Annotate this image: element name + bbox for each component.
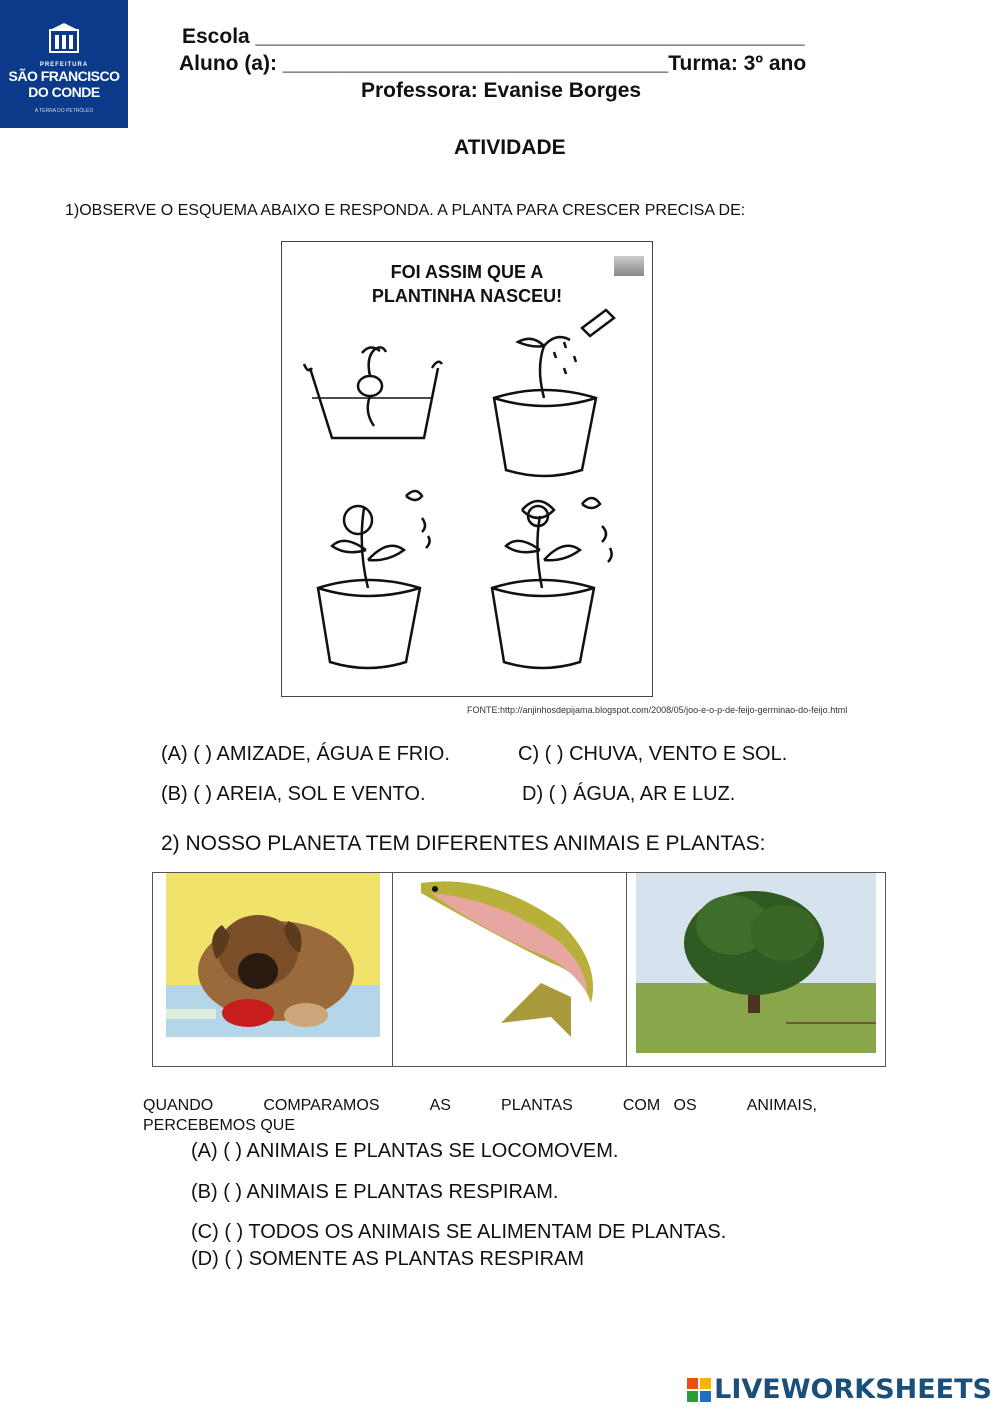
logo-line2: DO CONDE [28, 84, 100, 100]
q1-option-d[interactable]: D) ( ) ÁGUA, AR E LUZ. [522, 783, 736, 805]
q1-option-a[interactable]: (A) ( ) AMIZADE, ÁGUA E FRIO. [161, 743, 450, 765]
puppy-cell [153, 873, 393, 1066]
compare-word-6: ANIMAIS, [746, 1097, 817, 1114]
q2-option-d[interactable]: (D) ( ) SOMENTE AS PLANTAS RESPIRAM [191, 1248, 585, 1270]
liveworksheets-watermark [687, 1374, 992, 1405]
tree-image [636, 873, 876, 1053]
plant-stages-drawing [282, 298, 652, 698]
compare-word-5: COM OS [622, 1097, 697, 1114]
logo-sub: A TERRA DO PETRÓLEO [34, 108, 94, 114]
compare-line-2: PERCEBEMOS QUE [143, 1117, 296, 1134]
student-field[interactable]: Aluno (a): _________________________________Turma: 3º ano [179, 52, 807, 75]
q2-option-a[interactable]: (A) ( ) ANIMAIS E PLANTAS SE LOCOMOVEM. [191, 1140, 619, 1162]
fish-image [411, 873, 611, 1043]
watermark-text: LIVEWORKSHEETS [714, 1374, 992, 1405]
figure-title-line1: FOI ASSIM QUE A [390, 262, 544, 282]
question-2-prompt: 2) NOSSO PLANETA TEM DIFERENTES ANIMAIS E PLANTAS: [161, 832, 766, 855]
figure-source: FONTE:http://anjinhosdepijama.blogspot.com/2008/05/joo-e-o-p-de-feijo-germinao-do-feijo.html [467, 705, 848, 715]
compare-word-3: AS [429, 1097, 451, 1114]
liveworksheets-logo-icon [687, 1378, 711, 1402]
compare-word-1: QUANDO [143, 1097, 214, 1114]
school-field[interactable]: Escola _______________________________________________ [182, 25, 805, 48]
living-beings-images [152, 872, 886, 1067]
compare-word-2: COMPARAMOS [263, 1097, 380, 1114]
comparison-statement [143, 1096, 817, 1136]
q2-option-b[interactable]: (B) ( ) ANIMAIS E PLANTAS RESPIRAM. [191, 1181, 559, 1203]
page-title: ATIVIDADE [454, 136, 566, 159]
prefeitura-logo [0, 0, 128, 128]
tree-cell [627, 873, 885, 1066]
figure-corner-mark [614, 256, 644, 276]
fish-cell [393, 873, 627, 1066]
logo-top: PREFEITURA [39, 62, 89, 68]
q1-option-c[interactable]: C) ( ) CHUVA, VENTO E SOL. [518, 743, 788, 765]
q2-option-c[interactable]: (C) ( ) TODOS OS ANIMAIS SE ALIMENTAM DE PLANTAS. [191, 1221, 727, 1243]
teacher-name: Professora: Evanise Borges [361, 79, 642, 102]
crest-icon [47, 22, 81, 56]
q1-option-b[interactable]: (B) ( ) AREIA, SOL E VENTO. [161, 783, 426, 805]
question-1-prompt: 1)OBSERVE O ESQUEMA ABAIXO E RESPONDA. A PLANTA PARA CRESCER PRECISA DE: [65, 202, 746, 219]
compare-word-4: PLANTAS [501, 1097, 573, 1114]
figure-title-line2: PLANTINHA NASCEU! [371, 286, 563, 306]
logo-line1: SÃO FRANCISCO [8, 68, 120, 84]
plant-growth-figure [281, 241, 653, 697]
puppy-image [166, 873, 380, 1037]
